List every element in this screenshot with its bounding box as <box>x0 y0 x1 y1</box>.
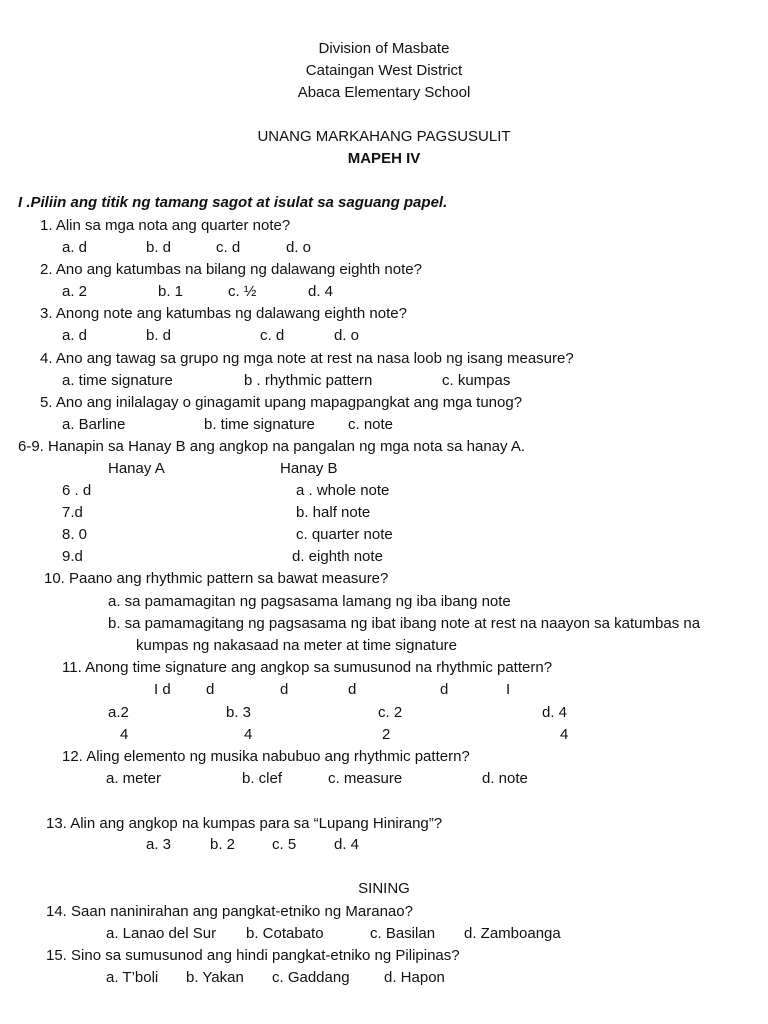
q11-choice-a: a.2 <box>108 704 129 721</box>
hanay-b-header: Hanay B <box>280 460 338 477</box>
q15-choice-a: a. T’boli <box>106 969 159 986</box>
hanay-b-item: a . whole note <box>296 482 390 499</box>
q4-choice-b: b . rhythmic pattern <box>244 372 373 389</box>
question-3: 3. Anong note ang katumbas ng dalawang eighth note? <box>40 305 407 322</box>
exam-title: UNANG MARKAHANG PAGSUSULIT <box>257 128 511 145</box>
q13-choice-a: a. 3 <box>146 836 172 853</box>
question-12: 12. Aling elemento ng musika nabubuo ang rhythmic pattern? <box>62 748 470 765</box>
school-heading: Abaca Elementary School <box>297 84 471 101</box>
q5-choice-b: b. time signature <box>204 416 315 433</box>
hanay-a-item: 8. 0 <box>62 526 88 543</box>
question-6-9: 6-9. Hanapin sa Hanay B ang angkop na pangalan ng mga nota sa hanay A. <box>18 438 526 455</box>
rhythm-pattern-note: I d <box>154 681 171 698</box>
question-15: 15. Sino sa sumusunod ang hindi pangkat-etniko ng Pilipinas? <box>46 947 460 964</box>
q12-choice-a: a. meter <box>106 770 162 787</box>
q12-choice-c: c. measure <box>328 770 403 787</box>
q13-choice-d: d. 4 <box>334 836 360 853</box>
instruction: I .Piliin ang titik ng tamang sagot at isulat sa saguang papel. <box>18 194 448 211</box>
q4-choice-c: c. kumpas <box>442 372 511 389</box>
question-10: 10. Paano ang rhythmic pattern sa bawat measure? <box>44 570 389 587</box>
question-11: 11. Anong time signature ang angkop sa sumusunod na rhythmic pattern? <box>62 659 553 676</box>
hanay-b-item: b. half note <box>296 504 371 521</box>
q3-choice-b: b. d <box>146 327 172 344</box>
q14-choice-b: b. Cotabato <box>246 925 324 942</box>
q11-choice-c: c. 2 <box>378 704 403 721</box>
hanay-a-header: Hanay A <box>108 460 165 477</box>
q12-choice-d: d. note <box>482 770 528 787</box>
q10-choice-b-continued: kumpas ng nakasaad na meter at time signature <box>136 637 458 654</box>
q2-choice-d: d. 4 <box>308 283 334 300</box>
question-5: 5. Ano ang inilalagay o ginagamit upang mapagpangkat ang mga tunog? <box>40 394 523 411</box>
q3-choice-a: a. d <box>62 327 88 344</box>
rhythm-pattern-barline: I <box>506 681 511 698</box>
q5-choice-c: c. note <box>348 416 394 433</box>
q14-choice-d: d. Zamboanga <box>464 925 561 942</box>
hanay-a-item: 7.d <box>62 504 83 521</box>
q15-choice-c: c. Gaddang <box>272 969 350 986</box>
division-heading: Division of Masbate <box>318 40 450 57</box>
hanay-b-item: c. quarter note <box>296 526 393 543</box>
q13-choice-b: b. 2 <box>210 836 236 853</box>
question-2: 2. Ano ang katumbas na bilang ng dalawang eighth note? <box>40 261 422 278</box>
q1-choice-c: c. d <box>216 239 241 256</box>
q4-choice-a: a. time signature <box>62 372 173 389</box>
rhythm-pattern-note: d <box>280 681 289 698</box>
q1-choice-b: b. d <box>146 239 172 256</box>
q11-choice-c-denominator: 2 <box>382 726 391 743</box>
question-1: 1. Alin sa mga nota ang quarter note? <box>40 217 291 234</box>
question-14: 14. Saan naninirahan ang pangkat-etniko ng Maranao? <box>46 903 413 920</box>
q1-choice-a: a. d <box>62 239 88 256</box>
q1-choice-d: d. o <box>286 239 312 256</box>
q3-choice-d: d. o <box>334 327 360 344</box>
q11-choice-d-denominator: 4 <box>560 726 569 743</box>
q11-choice-b: b. 3 <box>226 704 252 721</box>
q10-choice-b: b. sa pamamagitang ng pagsasama ng ibat ibang note at rest na naayon sa katumbas na <box>108 615 701 632</box>
q11-choice-d: d. 4 <box>542 704 568 721</box>
hanay-a-item: 9.d <box>62 548 83 565</box>
q3-choice-c: c. d <box>260 327 285 344</box>
q11-choice-a-denominator: 4 <box>120 726 129 743</box>
hanay-b-item: d. eighth note <box>292 548 383 565</box>
section-sining-heading: SINING <box>358 880 410 897</box>
q5-choice-a: a. Barline <box>62 416 126 433</box>
rhythm-pattern-note: d <box>348 681 357 698</box>
q10-choice-a: a. sa pamamagitan ng pagsasama lamang ng iba ibang note <box>108 593 511 610</box>
q12-choice-b: b. clef <box>242 770 283 787</box>
q2-choice-b: b. 1 <box>158 283 184 300</box>
q2-choice-a: a. 2 <box>62 283 88 300</box>
question-13: 13. Alin ang angkop na kumpas para sa “Lupang Hinirang”? <box>46 815 443 832</box>
q15-choice-d: d. Hapon <box>384 969 445 986</box>
hanay-a-item: 6 . d <box>62 482 92 499</box>
rhythm-pattern-note: d <box>206 681 215 698</box>
q2-choice-c: c. ½ <box>228 283 257 300</box>
district-heading: Cataingan West District <box>305 62 463 79</box>
q11-choice-b-denominator: 4 <box>244 726 253 743</box>
question-4: 4. Ano ang tawag sa grupo ng mga note at rest na nasa loob ng isang measure? <box>40 350 574 367</box>
q14-choice-a: a. Lanao del Sur <box>106 925 217 942</box>
q15-choice-b: b. Yakan <box>186 969 244 986</box>
q14-choice-c: c. Basilan <box>370 925 436 942</box>
subject-title: MAPEH IV <box>347 150 421 167</box>
rhythm-pattern-note: d <box>440 681 449 698</box>
q13-choice-c: c. 5 <box>272 836 297 853</box>
